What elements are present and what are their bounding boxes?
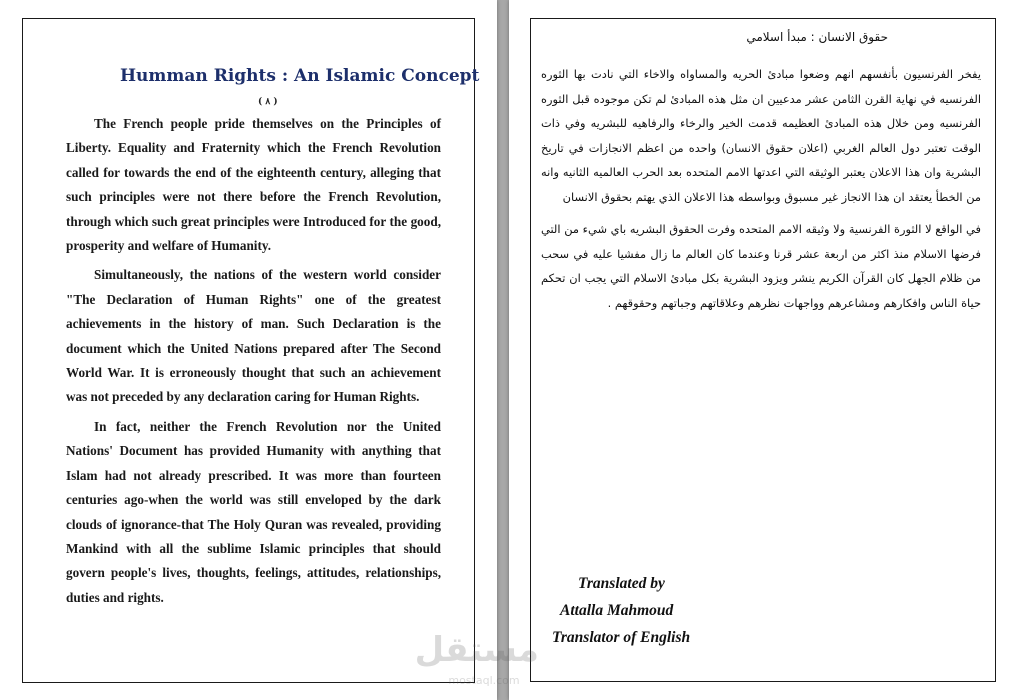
- english-body: [66, 112, 441, 615]
- translator-name: Attalla Mahmoud: [560, 602, 674, 619]
- translator-signature: [552, 570, 782, 651]
- watermark-logo: [414, 630, 539, 696]
- english-page: [0, 0, 497, 700]
- page-number: ( ٨ ): [258, 97, 278, 107]
- translator-role: Translator of English: [552, 629, 691, 646]
- arabic-title: حقوق الانسان : مبدأ اسلامي: [746, 30, 888, 44]
- arabic-paragraph: في الواقع لا الثورة الفرنسية ولا وثيقه الامم المتحده وفرت الحقوق البشريه باي شيء من التي فرضها الاسلام منذ اكثر من اربعة عشر قرنا وعندما كان العالم ما زال مفشيا عليه في سحب من ظلام الجهل كان القرآن الكريم ينشر ويزود البشرية بكل مبادئ الاسلام التي يجب ان تحكم حياة الناس وافكارهم ومشاعرهم وواجهات نظرهم وعلاقاتهم وجباتهم وحقوقهم .: [541, 222, 981, 310]
- arabic-body: [541, 62, 981, 323]
- watermark-text: مستقل: [414, 630, 539, 670]
- arabic-page: [509, 0, 1010, 700]
- english-paragraph: Simultaneously, the nations of the western world consider "The Declaration of Human Rights" one of the greatest achievements in the history of man. Such Declaration is the document which the United Nations prepared after The Second World War. It is erroneously thought that such an achievement was not preceded by any declaration caring for Human Rights.: [66, 267, 441, 405]
- translated-by-label: Translated by: [578, 575, 665, 592]
- english-title: Humman Rights : An Islamic Concept: [120, 66, 480, 86]
- watermark-url: mostaql.com: [448, 674, 520, 687]
- english-paragraph: The French people pride themselves on the Principles of Liberty. Equality and Fraternity which the French Revolution called for towards the end of the eighteenth century, alleging that such principles were not there before the French Revolution, through which such great principles were Introduced for the good, prosperity and welfare of Humanity.: [66, 116, 441, 254]
- arabic-paragraph: يفخر الفرنسيون بأنفسهم انهم وضعوا مبادئ الحريه والمساواه والاخاء التي نادت بها الثوره الفرنسيه في نهاية القرن الثامن عشر مدعيين ان مثل هذه المبادئ لم تكن موجوده قبل الثوره الفرنسيه ومن خلال هذه المبادئ العظيمه قدمت الخير والرخاء والرفاهيه للبشريه وفي ذات الوقت تعتبر دول العالم الغربي (اعلان حقوق الانسان) واحده من اعظم الانجازات في تاريخ البشرية وان هذا الاعلان يعتبر الوثيقه التي اعدتها الامم المتحده بعد الحرب العالميه الثانيه وانه من الخطأ يعتقد ان هذا الانجاز غير مسبوق وبواسطه هذا الاعلان الذي يهتم بحقوق الانسان: [541, 67, 981, 204]
- english-paragraph: In fact, neither the French Revolution nor the United Nations' Document has provided Humanity with anything that Islam had not already prescribed. It was more than fourteen centuries ago-when the world was still enveloped by the dark clouds of ignorance-that The Holy Quran was revealed, providing Mankind with all the sublime Islamic principles that should govern people's lives, thoughts, feelings, attitudes, relationships, duties and rights.: [66, 418, 441, 605]
